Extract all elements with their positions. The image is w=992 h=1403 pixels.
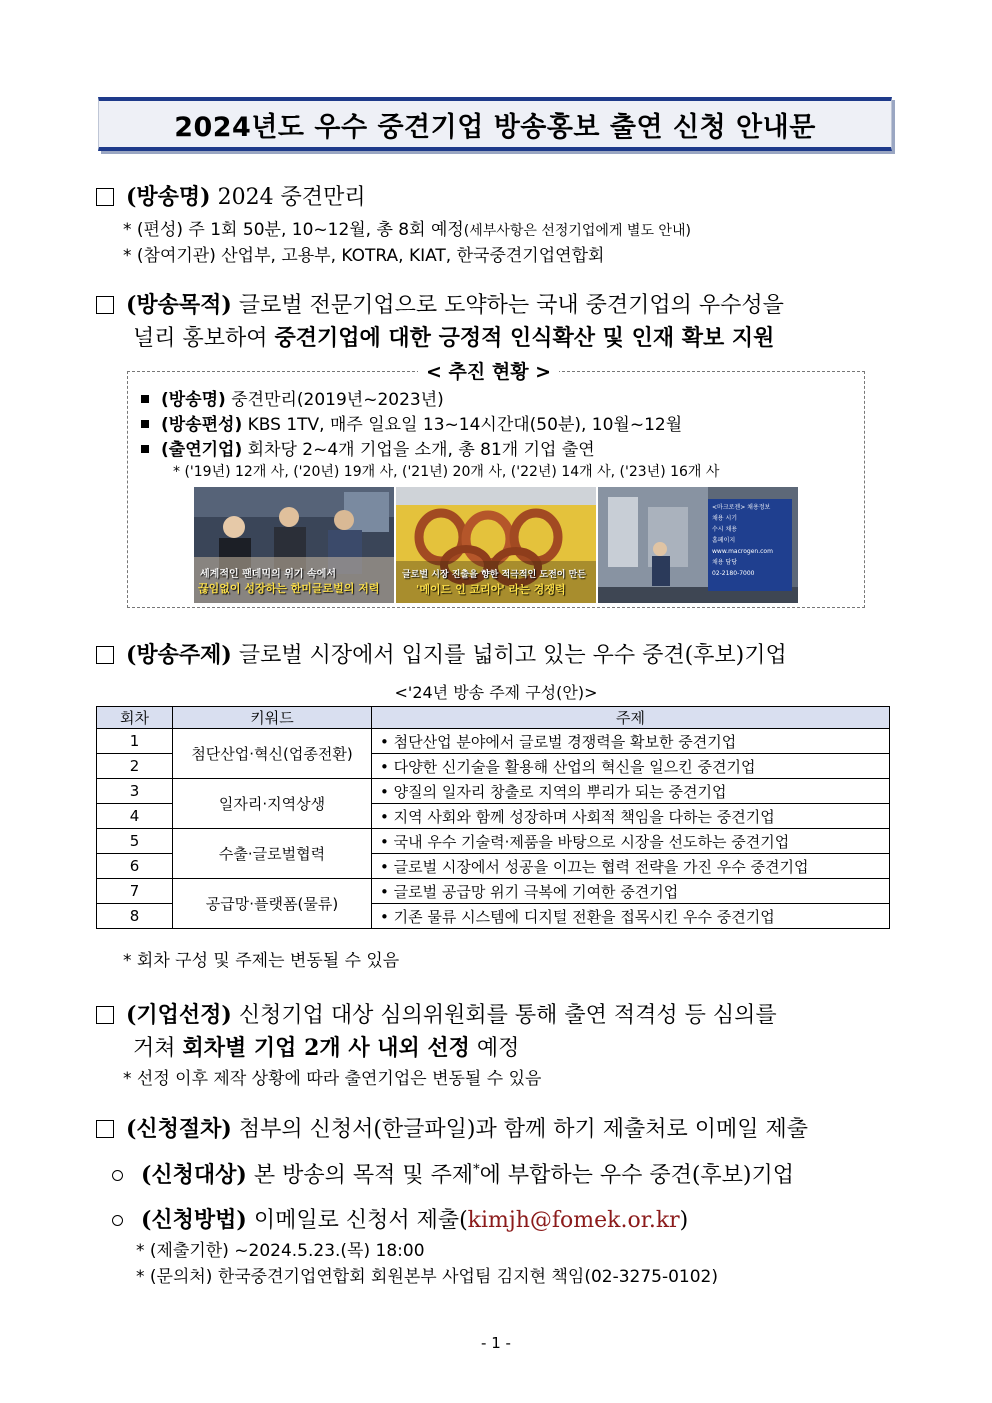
email-link[interactable]: kimjh@fomek.or.kr	[467, 1208, 680, 1233]
header-round: 회차	[97, 707, 173, 729]
keyword-cell: 수출·글로벌협력	[173, 829, 372, 879]
table-caption: <'24년 방송 주제 구성(안)>	[394, 683, 598, 702]
header-keyword: 키워드	[173, 707, 372, 729]
procedure-target: (신청대상) 본 방송의 목적 및 주제*에 부합하는 우수 중견(후보)기업	[112, 1158, 794, 1189]
document-title: 2024년도 우수 중견기업 방송홍보 출연 신청 안내문	[174, 111, 816, 143]
photo-caption-1: 글로벌 시장 진출을 향한 적극적인 도전이 만든	[402, 570, 586, 580]
section-purpose-line2: 널리 홍보하여 중견기업에 대한 긍정적 인식확산 및 인재 확보 지원	[133, 325, 775, 351]
section-selection-line2: 거쳐 회차별 기업 2개 사 내외 선정 예정	[133, 1035, 520, 1061]
note-selection-change: * 선정 이후 제작 상황에 따라 출연기업은 변동될 수 있음	[123, 1069, 542, 1089]
checkbox-square-icon	[96, 646, 114, 664]
keyword-cell: 공급망·플랫폼(물류)	[173, 879, 372, 929]
checkbox-square-icon	[96, 188, 114, 206]
page-number: - 1 -	[481, 1334, 511, 1352]
table-row: 6 • 글로벌 시장에서 성공을 이끄는 협력 전략을 가진 우수 중견기업	[97, 854, 890, 879]
section-purpose: (방송목적) 글로벌 전문기업으로 도약하는 국내 중견기업의 우수성을	[96, 288, 784, 319]
keyword-cell: 일자리·지역상생	[173, 779, 372, 829]
table-row: 4 • 지역 사회와 함께 성장하며 사회적 책임을 다하는 중견기업	[97, 804, 890, 829]
circle-bullet-icon	[112, 1170, 123, 1181]
theme-table	[96, 706, 890, 929]
photo-caption-2: '메이드 인 코리아' 라는 경쟁력	[416, 583, 566, 596]
square-bullet-icon	[141, 445, 149, 453]
section-label: (방송명)	[126, 184, 211, 210]
table-row: 2 • 다양한 신기술을 활용해 산업의 혁신을 일으킨 중견기업	[97, 754, 890, 779]
square-bullet-icon	[141, 420, 149, 428]
photo-lab	[598, 487, 798, 603]
table-header-row	[97, 707, 890, 729]
header-topic: 주제	[372, 707, 890, 729]
table-row: 8 • 기존 물류 시스템에 디지털 전환을 접목시킨 우수 중견기업	[97, 904, 890, 929]
checkbox-square-icon	[96, 296, 114, 314]
status-item-name: (방송명) 중견만리(2019년~2023년)	[141, 385, 444, 410]
note-contact: * (문의처) 한국중견기업연합회 회원본부 사업팀 김지현 책임(02-3275-0102)	[136, 1267, 719, 1287]
procedure-method: (신청방법) 이메일로 신청서 제출(kimjh@fomek.or.kr)	[112, 1203, 688, 1234]
document-title-box	[98, 97, 892, 151]
photo-coils	[396, 487, 596, 603]
table-row: 1 첨단산업·혁신(업종전환) • 첨단산업 분야에서 글로벌 경쟁력을 확보한 중견기업	[97, 729, 890, 754]
photo-meeting	[194, 487, 394, 603]
photo-caption-2: 끊임없이 성장하는 한미글로벌의 저력	[198, 582, 380, 595]
status-note: * ('19년) 12개 사, ('20년) 19개 사, ('21년) 20개 사, ('22년) 14개 사, ('23년) 16개 사	[173, 464, 720, 480]
checkbox-square-icon	[96, 1006, 114, 1024]
status-item-companies: (출연기업) 회차당 2~4개 기업을 소개, 총 81개 기업 출연	[141, 435, 595, 460]
square-bullet-icon	[141, 395, 149, 403]
section-selection: (기업선정) 신청기업 대상 심의위원회를 통해 출연 적격성 등 심의를	[96, 998, 777, 1029]
circle-bullet-icon	[112, 1215, 123, 1226]
section-procedure: (신청절차) 첨부의 신청서(한글파일)과 함께 하기 제출처로 이메일 제출	[96, 1112, 808, 1143]
status-title: < 추진 현황 >	[418, 357, 559, 384]
note-participants: * (참여기관) 산업부, 고용부, KOTRA, KIAT, 한국중견기업연합회	[123, 246, 605, 266]
note-deadline: * (제출기한) ~2024.5.23.(목) 18:00	[136, 1241, 425, 1261]
status-item-schedule: (방송편성) KBS 1TV, 매주 일요일 13~14시간대(50분), 10월~12월	[141, 410, 682, 435]
note-schedule: * (편성) 주 1회 50분, 10~12월, 총 8회 예정(세부사항은 선정기업에게 별도 안내)	[123, 220, 691, 240]
table-row: 5 수출·글로벌협력 • 국내 우수 기술력·제품을 바탕으로 시장을 선도하는 중견기업	[97, 829, 890, 854]
section-broadcast-name	[96, 180, 366, 211]
recruitment-sign: <마크로젠> 채용정보 채용 시기 수시 채용 홈페이지 www.macrogen.com 채용 담당 02-2180-7000	[708, 499, 792, 591]
section-theme: (방송주제) 글로벌 시장에서 입지를 넓히고 있는 우수 중견(후보)기업	[96, 638, 787, 669]
table-row: 7 공급망·플랫폼(물류) • 글로벌 공급망 위기 극복에 기여한 중견기업	[97, 879, 890, 904]
note-theme-change: * 회차 구성 및 주제는 변동될 수 있음	[123, 951, 400, 971]
keyword-cell: 첨단산업·혁신(업종전환)	[173, 729, 372, 779]
table-row: 3 일자리·지역상생 • 양질의 일자리 창출로 지역의 뿌리가 되는 중견기업	[97, 779, 890, 804]
photo-caption-1: 세계적인 팬데믹의 위기 속에서	[200, 569, 337, 580]
section-text: 2024 중견만리	[217, 185, 366, 210]
checkbox-square-icon	[96, 1120, 114, 1138]
